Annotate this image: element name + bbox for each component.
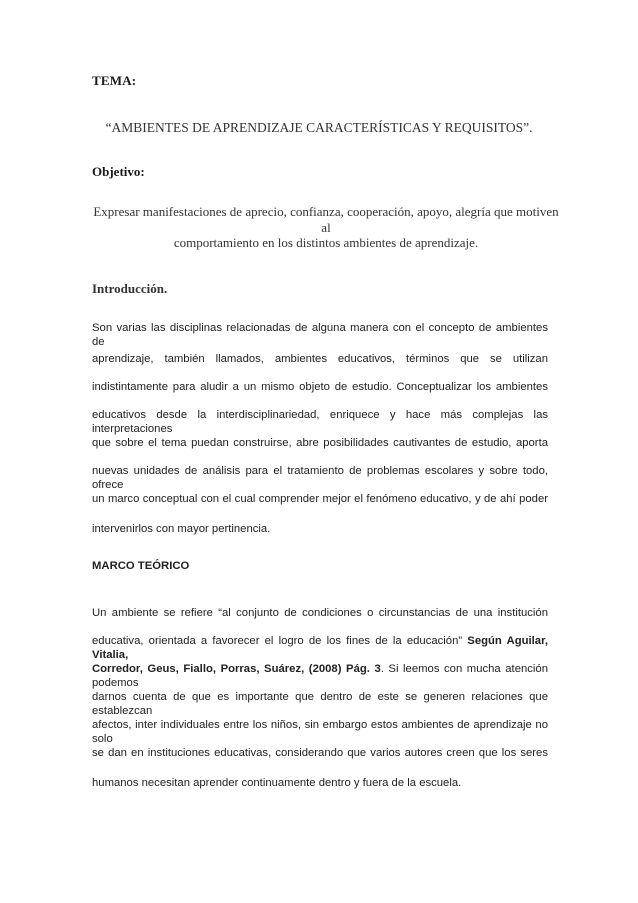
tema-heading: TEMA: <box>92 73 137 88</box>
paragraph-line: darnos cuenta de que es importante que dentro de este se generen relaciones que establezcan <box>92 691 548 717</box>
paragraph-line: Son varias las disciplinas relacionadas de alguna manera con el concepto de ambientes de <box>92 322 548 348</box>
paragraph-line: afectos, inter individuales entre los niños, sin embargo estos ambientes de aprendizaje no solo <box>92 719 548 745</box>
paragraph-line <box>92 634 548 661</box>
paragraph-line: intervenirlos con mayor pertinencia. <box>92 523 271 535</box>
objetivo-heading: Objetivo: <box>92 164 145 179</box>
paragraph-text: educativa, orientada a favorecer el logro de los fines de la educación” <box>92 635 468 647</box>
introduccion-heading: Introducción. <box>92 281 168 296</box>
paragraph-line: Un ambiente se refiere “al conjunto de condiciones o circunstancias de una institución <box>92 607 548 619</box>
citation-text: Según Aguilar, Vitalia, <box>92 635 548 661</box>
paragraph-line: humanos necesitan aprender continuamente dentro y fuera de la escuela. <box>92 777 462 789</box>
paragraph-line: aprendizaje, también llamados, ambientes educativos, términos que se utilizan <box>92 353 548 365</box>
objetivo-text-line-1: Expresar manifestaciones de aprecio, confianza, cooperación, apoyo, alegría que motiven al <box>93 204 559 235</box>
paragraph-line: educativos desde la interdisciplinariedad, enriquece y hace más complejas las interpretaciones <box>92 409 548 435</box>
document-title: “AMBIENTES DE APRENDIZAJE CARACTERÍSTICAS Y REQUISITOS”. <box>105 120 533 135</box>
objetivo-text-line-2: comportamiento en los distintos ambientes de aprendizaje. <box>173 235 479 250</box>
paragraph-line: indistintamente para aludir a un mismo objeto de estudio. Conceptualizar los ambientes <box>92 381 548 393</box>
citation-text: Corredor, Geus, Fiallo, Porras, Suárez, (2008) Pág. 3 <box>92 663 381 675</box>
paragraph-line: que sobre el tema puedan construirse, abre posibilidades cautivantes de estudio, aporta <box>92 437 548 449</box>
paragraph-line <box>92 662 548 689</box>
paragraph-line: se dan en instituciones educativas, considerando que varios autores creen que los seres <box>92 747 548 759</box>
paragraph-line: nuevas unidades de análisis para el tratamiento de problemas escolares y sobre todo, ofrece <box>92 465 548 491</box>
marco-teorico-heading: MARCO TEÓRICO <box>92 560 190 572</box>
paragraph-line: un marco conceptual con el cual comprender mejor el fenómeno educativo, y de ahí poder <box>92 493 548 505</box>
paragraph-text: . Si leemos con mucha atención podemos <box>92 663 548 689</box>
